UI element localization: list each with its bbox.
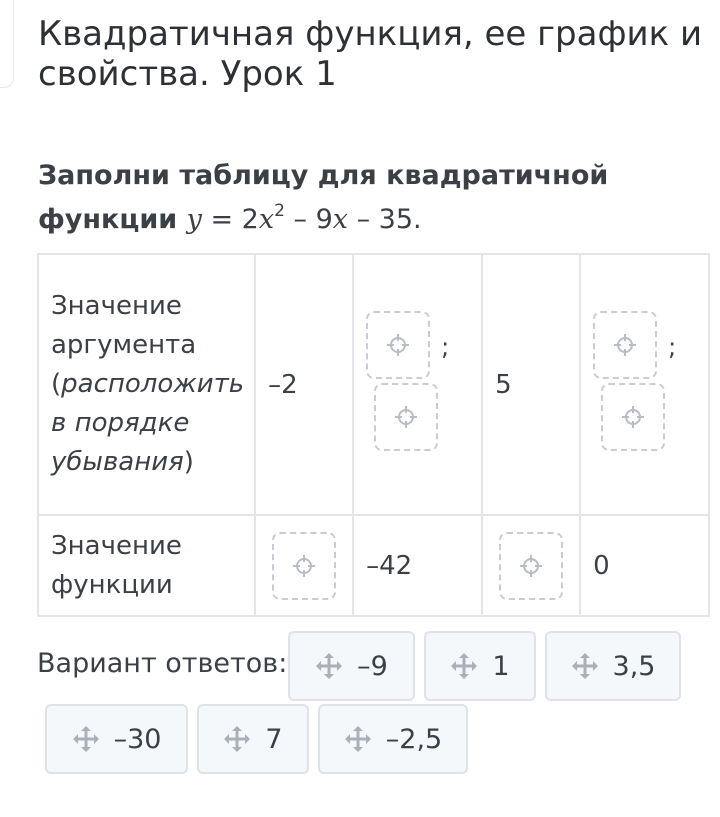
answer-chip[interactable]: 3,5: [545, 631, 681, 701]
crosshair-icon: [386, 333, 410, 357]
argument-label: Значение аргумента (расположить в порядке убывания): [38, 254, 255, 515]
drop-target[interactable]: [499, 532, 563, 600]
separator: ;: [668, 333, 677, 361]
move-arrows-icon: [223, 725, 251, 753]
task-prompt: [38, 154, 688, 242]
crosshair-icon: [394, 405, 418, 429]
argument-pair-cell-1: [353, 254, 482, 515]
function-drop-cell-1: [255, 515, 353, 616]
task-text: Заполни таблицу для квадратичной функции: [38, 160, 609, 235]
crosshair-icon: [292, 554, 316, 578]
side-panel-tab[interactable]: [0, 0, 14, 88]
answer-chip[interactable]: –2,5: [318, 704, 468, 774]
task-formula: $y = 2x^2 - 9x - 35$.: [186, 201, 422, 235]
move-arrows-icon: [450, 652, 478, 680]
crosshair-icon: [621, 405, 645, 429]
move-arrows-icon: [344, 725, 372, 753]
table-row-function: [38, 515, 709, 616]
argument-value-3: 5: [482, 254, 580, 515]
function-value-4: 0: [580, 515, 709, 616]
answer-chip[interactable]: –9: [288, 631, 415, 701]
argument-pair-cell-2: [580, 254, 709, 515]
argument-value-1: –2: [255, 254, 353, 515]
page-title: Квадратичная функция, ее график и свойства. Урок 1: [38, 14, 703, 94]
drop-target[interactable]: [272, 532, 336, 600]
answers-label: Вариант ответов:: [37, 648, 288, 679]
function-label: Значение функции: [38, 515, 255, 616]
move-arrows-icon: [571, 652, 599, 680]
crosshair-icon: [519, 554, 543, 578]
answer-chip[interactable]: 1: [424, 631, 536, 701]
function-table: [37, 253, 710, 617]
function-value-2: –42: [353, 515, 482, 616]
drop-target[interactable]: [366, 311, 430, 379]
drop-target[interactable]: [374, 383, 438, 451]
table-row-argument: [38, 254, 709, 515]
answer-chip[interactable]: –30: [45, 704, 188, 774]
answer-chip[interactable]: 7: [197, 704, 309, 774]
drop-target[interactable]: [601, 383, 665, 451]
move-arrows-icon: [315, 652, 343, 680]
move-arrows-icon: [72, 725, 100, 753]
function-drop-cell-3: [482, 515, 580, 616]
drop-target[interactable]: [593, 311, 657, 379]
crosshair-icon: [613, 333, 637, 357]
separator: ;: [441, 333, 450, 361]
